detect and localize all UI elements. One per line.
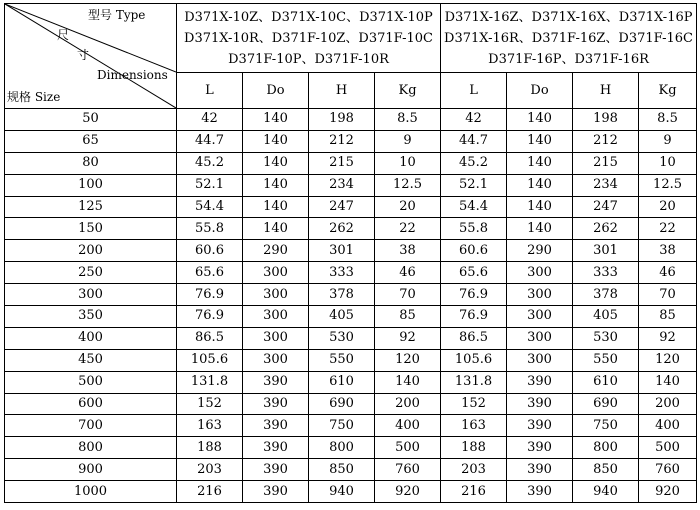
g16-kg-cell: 10 xyxy=(639,152,697,174)
g16-l-cell: 60.6 xyxy=(441,240,507,262)
g16-l-cell: 216 xyxy=(441,481,507,503)
g16-l-cell: 55.8 xyxy=(441,218,507,240)
g16-do-cell: 390 xyxy=(507,371,573,393)
size-cell: 65 xyxy=(5,130,177,152)
g16-h-cell: 405 xyxy=(573,306,639,328)
g16-kg-cell: 8.5 xyxy=(639,109,697,131)
size-cell: 400 xyxy=(5,327,177,349)
corner-header-cell xyxy=(5,4,177,109)
corner-size-label: 规格 Size xyxy=(7,90,61,104)
g16-do-cell: 140 xyxy=(507,196,573,218)
g16-l-cell: 76.9 xyxy=(441,306,507,328)
g16-do-cell: 300 xyxy=(507,284,573,306)
g16-kg-cell: 70 xyxy=(639,284,697,306)
g16-kg-cell: 400 xyxy=(639,415,697,437)
g10-kg-cell: 46 xyxy=(375,262,441,284)
g16-l-cell: 65.6 xyxy=(441,262,507,284)
g10-h-cell: 215 xyxy=(309,152,375,174)
size-cell: 350 xyxy=(5,306,177,328)
g16-do-cell: 140 xyxy=(507,152,573,174)
size-cell: 50 xyxy=(5,109,177,131)
g16-do-cell: 140 xyxy=(507,109,573,131)
g16-kg-cell: 20 xyxy=(639,196,697,218)
g16-l-cell: 44.7 xyxy=(441,130,507,152)
g16-l-cell: 45.2 xyxy=(441,152,507,174)
g10-do-cell: 300 xyxy=(243,349,309,371)
group-header-10 xyxy=(177,4,441,73)
g10-l-cell: 42 xyxy=(177,109,243,131)
g10-kg-cell: 12.5 xyxy=(375,174,441,196)
g16-l-cell: 203 xyxy=(441,459,507,481)
g16-h-cell: 215 xyxy=(573,152,639,174)
size-cell: 900 xyxy=(5,459,177,481)
g10-do-cell: 390 xyxy=(243,481,309,503)
table-row xyxy=(5,174,697,196)
column-header-h: H xyxy=(573,73,639,109)
g16-h-cell: 234 xyxy=(573,174,639,196)
table-row xyxy=(5,109,697,131)
g16-h-cell: 690 xyxy=(573,393,639,415)
g10-do-cell: 390 xyxy=(243,459,309,481)
g16-do-cell: 140 xyxy=(507,130,573,152)
g16-kg-cell: 760 xyxy=(639,459,697,481)
g10-l-cell: 54.4 xyxy=(177,196,243,218)
group-header-16 xyxy=(441,4,697,73)
g10-kg-cell: 8.5 xyxy=(375,109,441,131)
g10-do-cell: 390 xyxy=(243,371,309,393)
table-row xyxy=(5,437,697,459)
corner-dimension-label-1: 尺 xyxy=(57,28,70,42)
table-row xyxy=(5,196,697,218)
g10-kg-cell: 140 xyxy=(375,371,441,393)
table-row xyxy=(5,306,697,328)
g10-l-cell: 65.6 xyxy=(177,262,243,284)
g16-kg-cell: 200 xyxy=(639,393,697,415)
g16-h-cell: 940 xyxy=(573,481,639,503)
size-cell: 1000 xyxy=(5,481,177,503)
g10-l-cell: 60.6 xyxy=(177,240,243,262)
table-row xyxy=(5,481,697,503)
g10-l-cell: 203 xyxy=(177,459,243,481)
g10-h-cell: 800 xyxy=(309,437,375,459)
size-cell: 600 xyxy=(5,393,177,415)
size-cell: 500 xyxy=(5,371,177,393)
g16-h-cell: 530 xyxy=(573,327,639,349)
size-cell: 150 xyxy=(5,218,177,240)
table-row xyxy=(5,130,697,152)
group-16-line: D371X-16Z、D371X-16X、D371X-16P xyxy=(444,9,693,25)
g16-do-cell: 140 xyxy=(507,218,573,240)
g10-h-cell: 301 xyxy=(309,240,375,262)
g10-kg-cell: 85 xyxy=(375,306,441,328)
g10-l-cell: 216 xyxy=(177,481,243,503)
g10-kg-cell: 92 xyxy=(375,327,441,349)
column-header-kg: Kg xyxy=(375,73,441,109)
size-cell: 700 xyxy=(5,415,177,437)
group-10-line: D371X-10Z、D371X-10C、D371X-10P xyxy=(184,9,433,25)
g10-do-cell: 300 xyxy=(243,262,309,284)
corner-type-label: 型号 Type xyxy=(88,8,146,22)
g16-kg-cell: 85 xyxy=(639,306,697,328)
table-row xyxy=(5,371,697,393)
g16-h-cell: 550 xyxy=(573,349,639,371)
column-header-do: Do xyxy=(243,73,309,109)
g10-h-cell: 247 xyxy=(309,196,375,218)
g16-kg-cell: 140 xyxy=(639,371,697,393)
g16-kg-cell: 920 xyxy=(639,481,697,503)
g10-h-cell: 610 xyxy=(309,371,375,393)
g16-do-cell: 390 xyxy=(507,481,573,503)
g10-h-cell: 234 xyxy=(309,174,375,196)
column-header-l: L xyxy=(177,73,243,109)
g16-h-cell: 750 xyxy=(573,415,639,437)
g10-kg-cell: 120 xyxy=(375,349,441,371)
g10-do-cell: 390 xyxy=(243,415,309,437)
g10-kg-cell: 500 xyxy=(375,437,441,459)
group-16-line: D371F-16P、D371F-16R xyxy=(488,51,649,67)
g10-kg-cell: 200 xyxy=(375,393,441,415)
column-header-l: L xyxy=(441,73,507,109)
g10-kg-cell: 70 xyxy=(375,284,441,306)
g16-do-cell: 390 xyxy=(507,393,573,415)
g10-h-cell: 550 xyxy=(309,349,375,371)
g16-kg-cell: 500 xyxy=(639,437,697,459)
g10-do-cell: 140 xyxy=(243,218,309,240)
g10-do-cell: 300 xyxy=(243,284,309,306)
table-row xyxy=(5,240,697,262)
g16-l-cell: 76.9 xyxy=(441,284,507,306)
g10-do-cell: 390 xyxy=(243,437,309,459)
g10-do-cell: 300 xyxy=(243,327,309,349)
g10-do-cell: 300 xyxy=(243,306,309,328)
group-16-line: D371X-16R、D371F-16Z、D371F-16C xyxy=(444,30,693,46)
g16-do-cell: 390 xyxy=(507,459,573,481)
g16-l-cell: 52.1 xyxy=(441,174,507,196)
g10-do-cell: 140 xyxy=(243,152,309,174)
g10-kg-cell: 38 xyxy=(375,240,441,262)
g10-l-cell: 55.8 xyxy=(177,218,243,240)
g10-l-cell: 52.1 xyxy=(177,174,243,196)
column-header-do: Do xyxy=(507,73,573,109)
g16-l-cell: 131.8 xyxy=(441,371,507,393)
g10-do-cell: 290 xyxy=(243,240,309,262)
g10-h-cell: 333 xyxy=(309,262,375,284)
table-row xyxy=(5,152,697,174)
table-row xyxy=(5,349,697,371)
table-row xyxy=(5,218,697,240)
g10-kg-cell: 920 xyxy=(375,481,441,503)
table-row xyxy=(5,415,697,437)
g16-h-cell: 378 xyxy=(573,284,639,306)
size-cell: 125 xyxy=(5,196,177,218)
g16-l-cell: 54.4 xyxy=(441,196,507,218)
g10-h-cell: 212 xyxy=(309,130,375,152)
g16-do-cell: 290 xyxy=(507,240,573,262)
table-row xyxy=(5,284,697,306)
column-header-kg: Kg xyxy=(639,73,697,109)
g10-kg-cell: 22 xyxy=(375,218,441,240)
g10-h-cell: 198 xyxy=(309,109,375,131)
g10-l-cell: 44.7 xyxy=(177,130,243,152)
g10-h-cell: 405 xyxy=(309,306,375,328)
g10-kg-cell: 400 xyxy=(375,415,441,437)
g16-l-cell: 188 xyxy=(441,437,507,459)
g10-l-cell: 76.9 xyxy=(177,306,243,328)
g16-kg-cell: 92 xyxy=(639,327,697,349)
g16-kg-cell: 120 xyxy=(639,349,697,371)
size-cell: 80 xyxy=(5,152,177,174)
group-10-line: D371X-10R、D371F-10Z、D371F-10C xyxy=(184,30,433,46)
g10-kg-cell: 9 xyxy=(375,130,441,152)
g10-kg-cell: 20 xyxy=(375,196,441,218)
g16-h-cell: 212 xyxy=(573,130,639,152)
g16-h-cell: 262 xyxy=(573,218,639,240)
column-header-h: H xyxy=(309,73,375,109)
g10-l-cell: 163 xyxy=(177,415,243,437)
g16-l-cell: 105.6 xyxy=(441,349,507,371)
size-cell: 200 xyxy=(5,240,177,262)
g10-do-cell: 140 xyxy=(243,196,309,218)
g10-l-cell: 105.6 xyxy=(177,349,243,371)
g16-h-cell: 850 xyxy=(573,459,639,481)
corner-dimension-label-2: 寸 xyxy=(77,48,90,62)
g16-do-cell: 300 xyxy=(507,306,573,328)
corner-dimensions-label: Dimensions xyxy=(97,68,168,82)
table-row xyxy=(5,262,697,284)
g16-do-cell: 390 xyxy=(507,415,573,437)
g16-do-cell: 300 xyxy=(507,349,573,371)
g10-do-cell: 140 xyxy=(243,130,309,152)
g10-l-cell: 76.9 xyxy=(177,284,243,306)
g10-do-cell: 140 xyxy=(243,109,309,131)
size-cell: 300 xyxy=(5,284,177,306)
size-cell: 100 xyxy=(5,174,177,196)
g16-h-cell: 247 xyxy=(573,196,639,218)
g16-kg-cell: 38 xyxy=(639,240,697,262)
group-10-line: D371F-10P、D371F-10R xyxy=(228,51,389,67)
g16-do-cell: 300 xyxy=(507,327,573,349)
g16-h-cell: 301 xyxy=(573,240,639,262)
g10-h-cell: 262 xyxy=(309,218,375,240)
g10-l-cell: 131.8 xyxy=(177,371,243,393)
g16-l-cell: 152 xyxy=(441,393,507,415)
dimensions-table xyxy=(4,3,697,503)
g16-h-cell: 198 xyxy=(573,109,639,131)
g16-h-cell: 333 xyxy=(573,262,639,284)
g10-h-cell: 530 xyxy=(309,327,375,349)
table-row xyxy=(5,459,697,481)
g16-do-cell: 140 xyxy=(507,174,573,196)
size-cell: 450 xyxy=(5,349,177,371)
g10-h-cell: 690 xyxy=(309,393,375,415)
g16-kg-cell: 46 xyxy=(639,262,697,284)
g10-kg-cell: 10 xyxy=(375,152,441,174)
table-row xyxy=(5,327,697,349)
g16-l-cell: 163 xyxy=(441,415,507,437)
g10-h-cell: 750 xyxy=(309,415,375,437)
g16-h-cell: 610 xyxy=(573,371,639,393)
g16-do-cell: 300 xyxy=(507,262,573,284)
size-cell: 800 xyxy=(5,437,177,459)
g10-l-cell: 45.2 xyxy=(177,152,243,174)
g10-l-cell: 86.5 xyxy=(177,327,243,349)
g16-h-cell: 800 xyxy=(573,437,639,459)
g10-l-cell: 152 xyxy=(177,393,243,415)
g16-kg-cell: 22 xyxy=(639,218,697,240)
g10-kg-cell: 760 xyxy=(375,459,441,481)
g10-do-cell: 390 xyxy=(243,393,309,415)
table-body xyxy=(5,109,697,503)
g10-h-cell: 378 xyxy=(309,284,375,306)
g16-kg-cell: 12.5 xyxy=(639,174,697,196)
g10-h-cell: 850 xyxy=(309,459,375,481)
g16-do-cell: 390 xyxy=(507,437,573,459)
size-cell: 250 xyxy=(5,262,177,284)
table-row xyxy=(5,393,697,415)
g16-l-cell: 86.5 xyxy=(441,327,507,349)
g10-do-cell: 140 xyxy=(243,174,309,196)
g16-l-cell: 42 xyxy=(441,109,507,131)
g16-kg-cell: 9 xyxy=(639,130,697,152)
g10-h-cell: 940 xyxy=(309,481,375,503)
g10-l-cell: 188 xyxy=(177,437,243,459)
